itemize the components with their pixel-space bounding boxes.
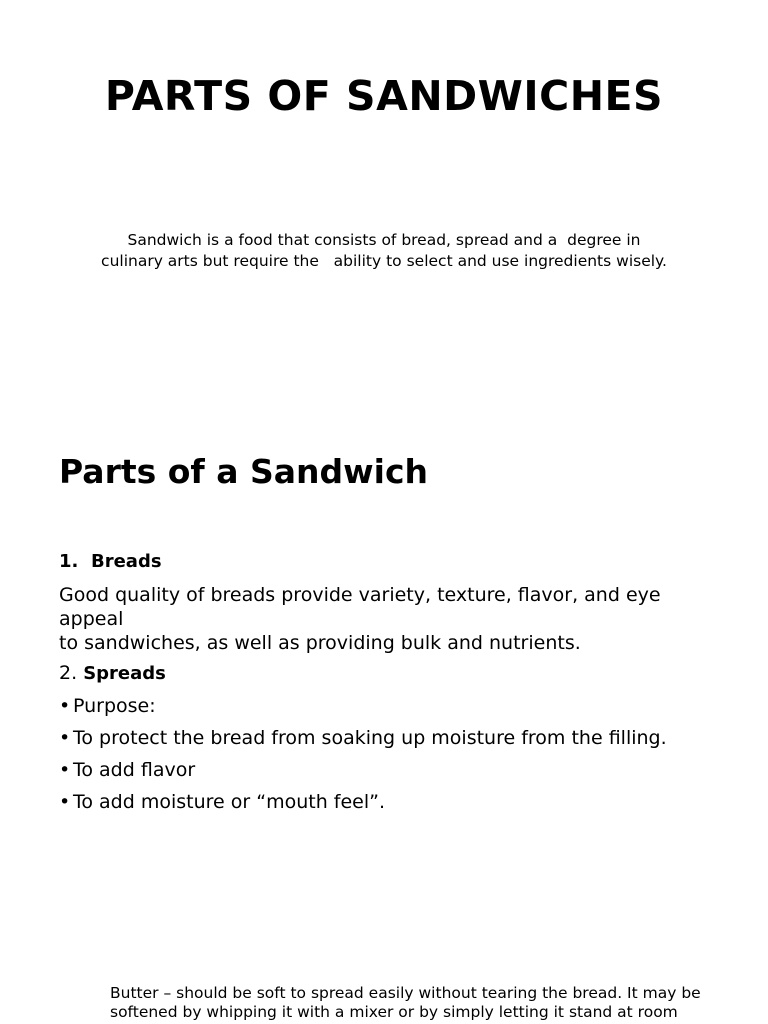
- intro-line: Sandwich is a food that consists of bread, spread and a degree in: [127, 231, 641, 249]
- paragraph-line: to sandwiches, as well as providing bulk and nutrients.: [59, 632, 581, 654]
- list-item: [59, 758, 719, 782]
- breads-paragraph: [59, 583, 719, 655]
- bullet-icon: •: [59, 695, 71, 717]
- item-spreads-heading: [59, 661, 719, 686]
- bullet-icon: •: [59, 791, 71, 813]
- intro-paragraph: [84, 230, 684, 272]
- bullet-icon: •: [59, 759, 71, 781]
- intro-line: culinary arts but require the ability to select and use ingredients wisely.: [101, 252, 667, 270]
- bullet-icon: •: [59, 727, 71, 749]
- butter-paragraph: [110, 984, 700, 1022]
- paragraph-line: Butter – should be soft to spread easily without tearing the bread. It may be: [110, 984, 701, 1002]
- bullet-text: To add flavor: [73, 759, 196, 781]
- paragraph-line: Good quality of breads provide variety, texture, flavor, and eye appeal: [59, 584, 661, 630]
- item-breads-heading: [59, 550, 719, 574]
- page-title: PARTS OF SANDWICHES: [104, 72, 664, 120]
- item-number: 1.: [59, 551, 79, 572]
- bullet-text: Purpose:: [73, 695, 156, 717]
- bullet-text: To protect the bread from soaking up moisture from the filling.: [73, 727, 667, 749]
- list-item: [59, 694, 719, 718]
- list-item: [59, 726, 719, 750]
- section-title: Parts of a Sandwich: [59, 452, 429, 491]
- bullet-text: To add moisture or “mouth feel”.: [73, 791, 386, 813]
- item-label: Breads: [91, 551, 162, 572]
- paragraph-line: softened by whipping it with a mixer or by simply letting it stand at room: [110, 1003, 678, 1021]
- item-number: 2.: [59, 662, 78, 684]
- list-item: [59, 790, 719, 814]
- spreads-bullet-list: [59, 694, 719, 814]
- item-label: Spreads: [83, 663, 166, 684]
- parts-list: [59, 550, 719, 822]
